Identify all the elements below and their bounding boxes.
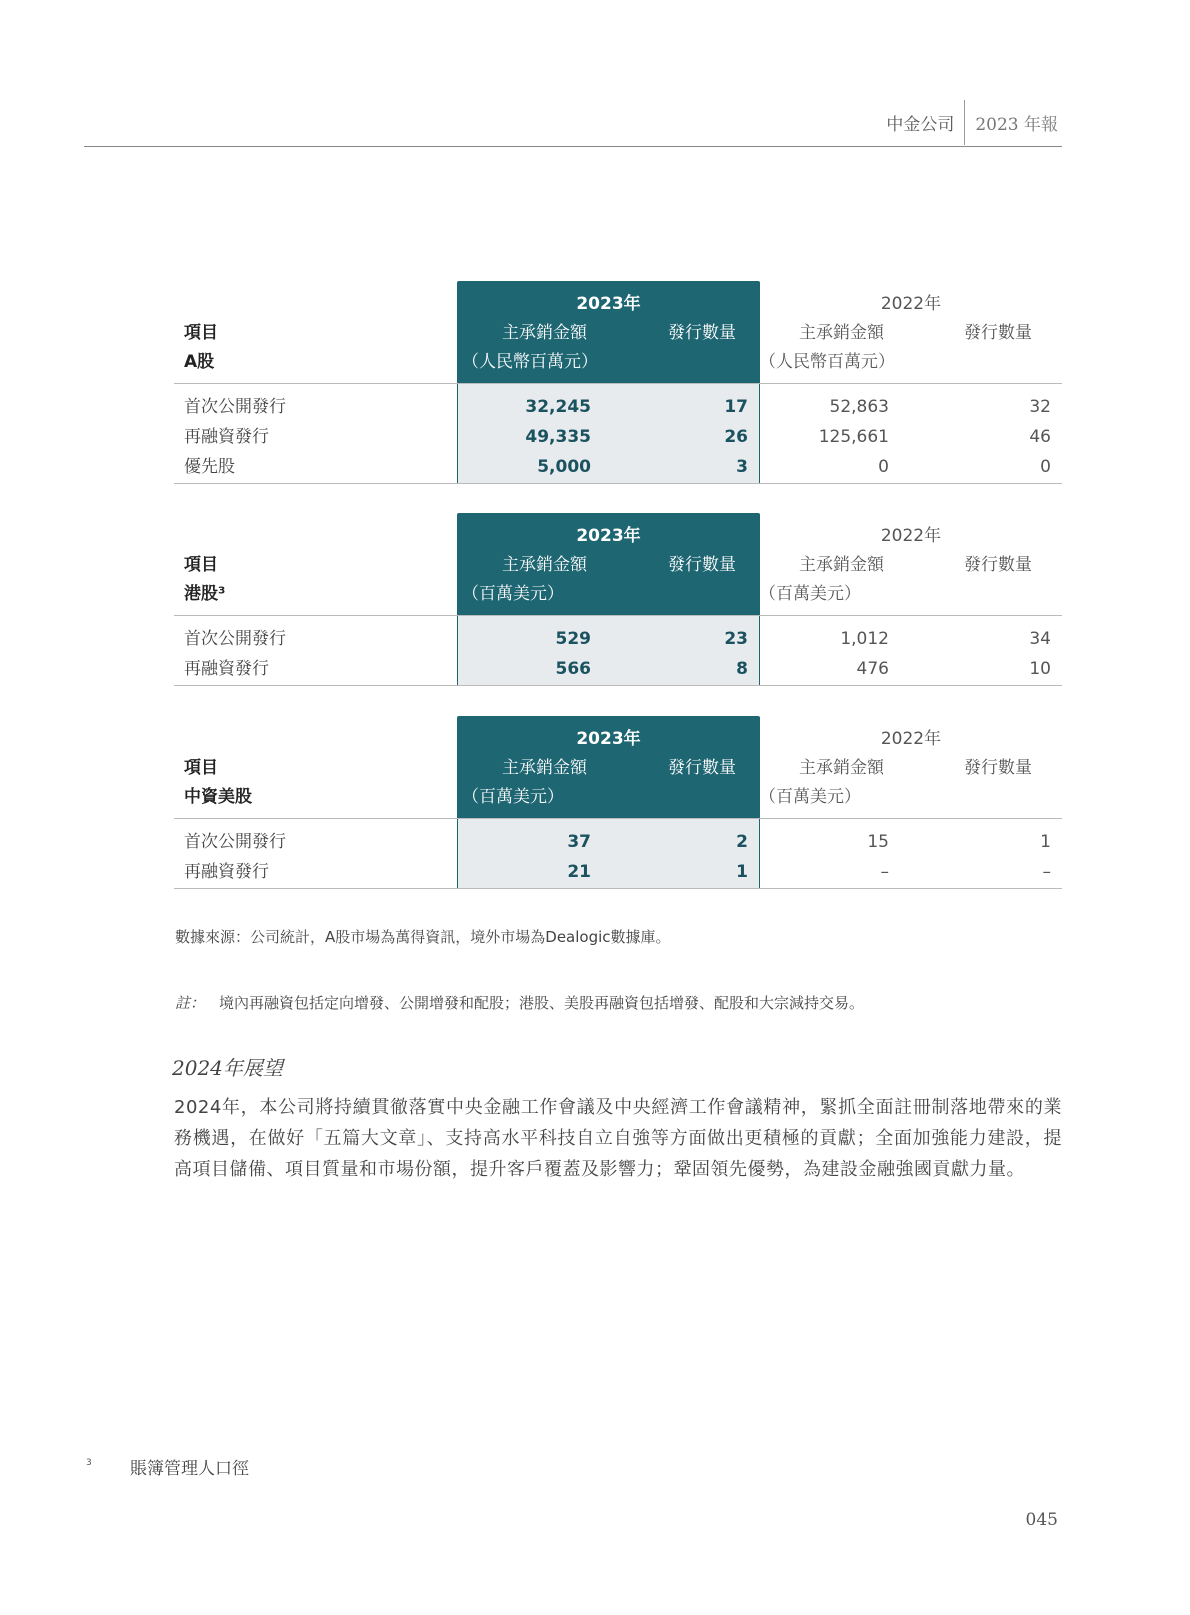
year-current: 2023年 [576,729,641,749]
col-count-2023: 發行數量 [668,555,736,575]
col-amount-2023: 主承銷金額 [502,323,587,343]
header-rule [84,146,1062,147]
header-rule [174,383,1062,384]
bottom-rule [174,888,1062,889]
amount-2023: 529 [555,629,591,649]
count-2022: 32 [1029,397,1051,417]
item-label: 項目 [184,323,218,343]
row-label: 首次公開發行 [184,629,286,649]
bottom-rule [174,483,1062,484]
year-prior: 2022年 [880,294,942,314]
col-count-2022: 發行數量 [964,323,1032,343]
section-title: 2024年展望 [172,1056,283,1080]
category-label: 中資美股 [184,787,252,807]
report-title: 2023 年報 [975,115,1058,135]
count-2023: 2 [736,832,748,852]
amount-2022: 15 [867,832,889,852]
col-amount-2022: 主承銷金額 [799,323,884,343]
amount-2023: 21 [567,862,591,882]
col-amount-2023: 主承銷金額 [502,758,587,778]
unit-2023: （人民幣百萬元） [462,352,598,372]
section-body: 2024年，本公司將持續貫徹落實中央金融工作會議及中央經濟工作會議精神，緊抓全面註冊制落地帶來的業務機遇，在做好「五篇大文章」、支持高水平科技自立自強等方面做出更積極的貢獻；全面加強能力建設，提高項目儲備、項目質量和市場份額，提升客戶覆蓋及影響力；鞏固領先優勢，為建設金融強國貢獻力量。 [174,1097,1062,1180]
count-2022: 46 [1029,427,1051,447]
page-header [886,100,1058,145]
category-label: A股 [184,352,215,372]
count-2023: 23 [724,629,748,649]
amount-2023: 566 [555,659,591,679]
count-2022: – [1042,862,1051,882]
page-number: 045 [1025,1510,1058,1530]
col-count-2023: 發行數量 [668,323,736,343]
year-prior: 2022年 [880,526,942,546]
row-label: 再融資發行 [184,659,269,679]
table [174,716,1062,888]
note-label: 註： [175,994,206,1012]
amount-2022: 125,661 [818,427,889,447]
amount-2022: 0 [878,457,889,477]
bottom-rule [174,685,1062,686]
year-current: 2023年 [576,526,641,546]
col-count-2023: 發行數量 [668,758,736,778]
year-current: 2023年 [576,294,641,314]
item-label: 項目 [184,555,218,575]
col-amount-2022: 主承銷金額 [799,555,884,575]
amount-2023: 5,000 [537,457,591,477]
count-2023: 8 [736,659,748,679]
footnote-text: 賬簿管理人口徑 [130,1459,249,1479]
table [174,281,1062,483]
row-label: 再融資發行 [184,862,269,882]
count-2022: 1 [1040,832,1051,852]
amount-2023: 37 [567,832,591,852]
count-2023: 26 [724,427,748,447]
col-amount-2023: 主承銷金額 [502,555,587,575]
source-note: 數據來源：公司統計，A股市場為萬得資訊，境外市場為Dealogic數據庫。 [175,928,671,946]
col-count-2022: 發行數量 [964,555,1032,575]
company-name: 中金公司 [886,115,955,135]
row-label: 優先股 [184,457,235,477]
category-label: 港股³ [184,584,226,604]
row-label: 首次公開發行 [184,397,286,417]
unit-2023: （百萬美元） [462,787,564,807]
unit-2022: （百萬美元） [759,787,861,807]
unit-2022: （百萬美元） [759,584,861,604]
note-text: 境內再融資包括定向增發、公開增發和配股；港股、美股再融資包括增發、配股和大宗減持交易。 [219,994,865,1012]
count-2022: 0 [1040,457,1051,477]
amount-2023: 32,245 [525,397,591,417]
footnote-remark [175,992,864,1013]
count-2023: 1 [736,862,748,882]
unit-2023: （百萬美元） [462,584,564,604]
amount-2022: – [880,862,889,882]
col-amount-2022: 主承銷金額 [799,758,884,778]
footnote-marker: 3 [86,1458,92,1468]
count-2023: 3 [736,457,748,477]
item-label: 項目 [184,758,218,778]
header-rule [174,615,1062,616]
amount-2022: 52,863 [829,397,889,417]
count-2022: 10 [1029,659,1051,679]
row-label: 首次公開發行 [184,832,286,852]
amount-2023: 49,335 [525,427,591,447]
table [174,513,1062,685]
unit-2022: （人民幣百萬元） [759,352,895,372]
amount-2022: 476 [856,659,889,679]
header-rule [174,818,1062,819]
col-count-2022: 發行數量 [964,758,1032,778]
row-label: 再融資發行 [184,427,269,447]
year-prior: 2022年 [880,729,942,749]
amount-2022: 1,012 [840,629,889,649]
count-2023: 17 [724,397,748,417]
count-2022: 34 [1029,629,1051,649]
